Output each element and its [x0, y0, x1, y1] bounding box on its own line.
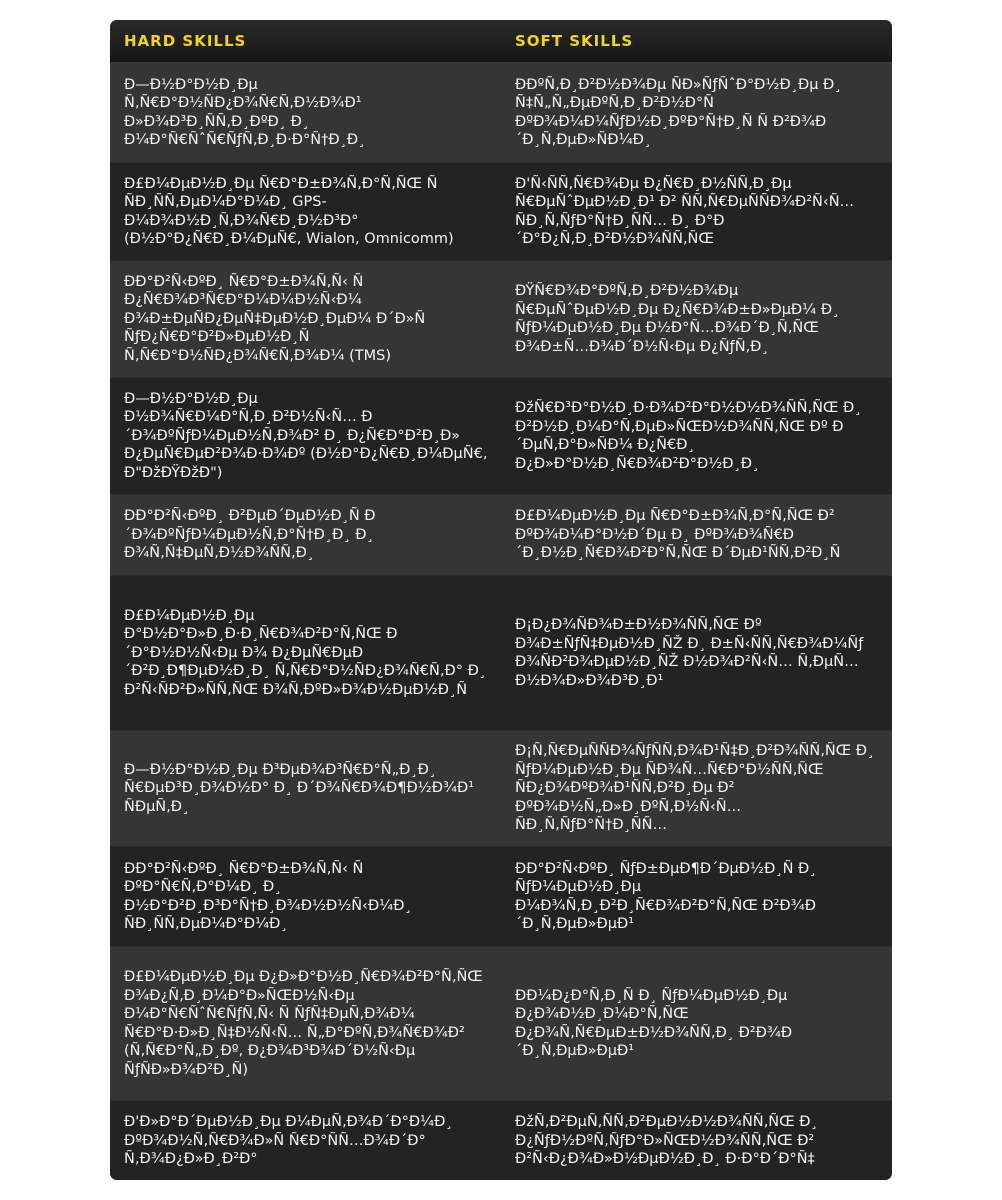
soft-skill-cell: ÐÐ°Ð²Ñ‹ÐºÐ¸ ÑƒÐ±ÐµÐ¶Ð´ÐµÐ½Ð¸Ñ Ð¸ ÑƒÐ¼ÐµÐ½Ð¸Ðµ Ð¼Ð¾Ñ‚Ð¸Ð²Ð¸Ñ€Ð¾Ð²Ð°Ñ‚ÑŒ Ð²Ð¾Ð´Ð¸Ñ‚ÐµÐ»ÐµÐ¹ [515, 860, 817, 932]
soft-skill-cell: ÐÐºÑ‚Ð¸Ð²Ð½Ð¾Ðµ ÑÐ»ÑƒÑˆÐ°Ð½Ð¸Ðµ Ð¸ Ñ‡Ñ„Ñ„ÐµÐºÑ‚Ð¸Ð²Ð½Ð°Ñ ÐºÐ¾Ð¼Ð¼ÑƒÐ½Ð¸ÐºÐ°Ñ†Ð¸Ñ Ñ Ð²Ð¾Ð´Ð¸Ñ‚ÐµÐ»ÑÐ¼Ð¸ [515, 76, 842, 148]
hard-skill-cell: Ð'Ð»Ð°Ð´ÐµÐ½Ð¸Ðµ Ð¼ÐµÑ‚Ð¾Ð´Ð°Ð¼Ð¸ ÐºÐ¾Ð½Ñ‚Ñ€Ð¾Ð»Ñ Ñ€Ð°ÑÑ…Ð¾Ð´Ð° Ñ‚Ð¾Ð¿Ð»Ð¸Ð²Ð° [124, 1114, 453, 1168]
table-row [110, 63, 892, 163]
skills-table [110, 20, 892, 1180]
soft-skills-header: SOFT SKILLS [515, 32, 634, 50]
soft-skill-cell: Ð¡Ð¿Ð¾ÑÐ¾Ð±Ð½Ð¾ÑÑ‚ÑŒ Ðº Ð¾Ð±ÑƒÑ‡ÐµÐ½Ð¸ÑŽ Ð¸ Ð±Ñ‹ÑÑ‚Ñ€Ð¾Ð¼Ñƒ Ð¾ÑÐ²Ð¾ÐµÐ½Ð¸ÑŽ Ð½Ð¾Ð²Ñ‹Ñ… Ñ‚ÐµÑ…Ð½Ð¾Ð»Ð¾Ð³Ð¸Ð¹ [515, 617, 864, 689]
soft-skill-cell: ÐžÑ€Ð³Ð°Ð½Ð¸Ð·Ð¾Ð²Ð°Ð½Ð½Ð¾ÑÑ‚ÑŒ Ð¸ Ð²Ð½Ð¸Ð¼Ð°Ñ‚ÐµÐ»ÑŒÐ½Ð¾ÑÑ‚ÑŒ Ðº Ð´ÐµÑ‚Ð°Ð»ÑÐ¼ Ð¿Ñ€Ð¸ Ð¿Ð»Ð°Ð½Ð¸Ñ€Ð¾Ð²Ð°Ð½Ð¸Ð¸ [515, 400, 862, 472]
table-row [110, 495, 892, 576]
hard-skill-cell: Ð£Ð¼ÐµÐ½Ð¸Ðµ Ñ€Ð°Ð±Ð¾Ñ‚Ð°Ñ‚ÑŒ Ñ ÑÐ¸ÑÑ‚ÐµÐ¼Ð°Ð¼Ð¸ GPS-Ð¼Ð¾Ð½Ð¸Ñ‚Ð¾Ñ€Ð¸Ð½Ð³Ð° (Ð½Ð°Ð¿Ñ€Ð¸Ð¼ÐµÑ€, Wialon, Omnicomm) [124, 175, 454, 247]
table-row [110, 163, 892, 261]
table-row [110, 378, 892, 495]
hard-skill-cell: Ð—Ð½Ð°Ð½Ð¸Ðµ Ð³ÐµÐ¾Ð³Ñ€Ð°Ñ„Ð¸Ð¸ Ñ€ÐµÐ³Ð¸Ð¾Ð½Ð° Ð¸ Ð´Ð¾Ñ€Ð¾Ð¶Ð½Ð¾Ð¹ ÑÐµÑ‚Ð¸ [124, 761, 475, 815]
hard-skill-cell: ÐÐ°Ð²Ñ‹ÐºÐ¸ Ð²ÐµÐ´ÐµÐ½Ð¸Ñ Ð´Ð¾ÐºÑƒÐ¼ÐµÐ½Ñ‚Ð°Ñ†Ð¸Ð¸ Ð¸ Ð¾Ñ‚Ñ‡ÐµÑ‚Ð½Ð¾ÑÑ‚Ð¸ [124, 508, 376, 562]
table-row [110, 576, 892, 731]
hard-skill-cell: Ð—Ð½Ð°Ð½Ð¸Ðµ Ñ‚Ñ€Ð°Ð½ÑÐ¿Ð¾Ñ€Ñ‚Ð½Ð¾Ð¹ Ð»Ð¾Ð³Ð¸ÑÑ‚Ð¸ÐºÐ¸ Ð¸ Ð¼Ð°Ñ€ÑˆÑ€ÑƒÑ‚Ð¸Ð·Ð°Ñ†Ð¸Ð¸ [124, 76, 366, 148]
soft-skill-cell: Ð¡Ñ‚Ñ€ÐµÑÑÐ¾ÑƒÑÑ‚Ð¾Ð¹Ñ‡Ð¸Ð²Ð¾ÑÑ‚ÑŒ Ð¸ ÑƒÐ¼ÐµÐ½Ð¸Ðµ ÑÐ¾Ñ…Ñ€Ð°Ð½ÑÑ‚ÑŒ ÑÐ¿Ð¾ÐºÐ¾Ð¹ÑÑ‚Ð²Ð¸Ðµ Ð² ÐºÐ¾Ð½Ñ„Ð»Ð¸ÐºÑ‚Ð½Ñ‹Ñ… ÑÐ¸Ñ‚ÑƒÐ°Ñ†Ð¸ÑÑ… [515, 743, 875, 834]
table-body [110, 63, 892, 1180]
hard-skill-cell: Ð—Ð½Ð°Ð½Ð¸Ðµ Ð½Ð¾Ñ€Ð¼Ð°Ñ‚Ð¸Ð²Ð½Ñ‹Ñ… Ð´Ð¾ÐºÑƒÐ¼ÐµÐ½Ñ‚Ð¾Ð² Ð¸ Ð¿Ñ€Ð°Ð²Ð¸Ð» Ð¿ÐµÑ€ÐµÐ²Ð¾Ð·Ð¾Ðº (Ð½Ð°Ð¿Ñ€Ð¸Ð¼ÐµÑ€, Ð"ÐžÐŸÐžÐ") [124, 390, 488, 481]
table-row [110, 1101, 892, 1180]
table-row [110, 947, 892, 1101]
soft-skill-cell: Ð'Ñ‹ÑÑ‚Ñ€Ð¾Ðµ Ð¿Ñ€Ð¸Ð½ÑÑ‚Ð¸Ðµ Ñ€ÐµÑˆÐµÐ½Ð¸Ð¹ Ð² ÑÑ‚Ñ€ÐµÑÑÐ¾Ð²Ñ‹Ñ… ÑÐ¸Ñ‚ÑƒÐ°Ñ†Ð¸ÑÑ… Ð¸ Ð°Ð´Ð°Ð¿Ñ‚Ð¸Ð²Ð½Ð¾ÑÑ‚ÑŒ [515, 175, 855, 247]
table-row [110, 261, 892, 378]
soft-skill-cell: ÐŸÑ€Ð¾Ð°ÐºÑ‚Ð¸Ð²Ð½Ð¾Ðµ Ñ€ÐµÑˆÐµÐ½Ð¸Ðµ Ð¿Ñ€Ð¾Ð±Ð»ÐµÐ¼ Ð¸ ÑƒÐ¼ÐµÐ½Ð¸Ðµ Ð½Ð°Ñ…Ð¾Ð´Ð¸Ñ‚ÑŒ Ð¾Ð±Ñ…Ð¾Ð´Ð½Ñ‹Ðµ Ð¿ÑƒÑ‚Ð¸ [515, 283, 840, 355]
soft-skill-cell: ÐžÑ‚Ð²ÐµÑ‚ÑÑ‚Ð²ÐµÐ½Ð½Ð¾ÑÑ‚ÑŒ Ð¸ Ð¿ÑƒÐ½ÐºÑ‚ÑƒÐ°Ð»ÑŒÐ½Ð¾ÑÑ‚ÑŒ Ð² Ð²Ñ‹Ð¿Ð¾Ð»Ð½ÐµÐ½Ð¸Ð¸ Ð·Ð°Ð´Ð°Ñ‡ [515, 1114, 818, 1168]
hard-skill-cell: Ð£Ð¼ÐµÐ½Ð¸Ðµ Ð¿Ð»Ð°Ð½Ð¸Ñ€Ð¾Ð²Ð°Ñ‚ÑŒ Ð¾Ð¿Ñ‚Ð¸Ð¼Ð°Ð»ÑŒÐ½Ñ‹Ðµ Ð¼Ð°Ñ€ÑˆÑ€ÑƒÑ‚Ñ‹ Ñ ÑƒÑ‡ÐµÑ‚Ð¾Ð¼ Ñ€Ð°Ð·Ð»Ð¸Ñ‡Ð½Ñ‹Ñ… Ñ„Ð°ÐºÑ‚Ð¾Ñ€Ð¾Ð² (Ñ‚Ñ€Ð°Ñ„Ð¸Ðº, Ð¿Ð¾Ð³Ð¾Ð´Ð½Ñ‹Ðµ ÑƒÑÐ»Ð¾Ð²Ð¸Ñ) [124, 969, 483, 1078]
table-header [110, 20, 892, 63]
table-row [110, 847, 892, 947]
soft-skill-cell: ÐÐ¼Ð¿Ð°Ñ‚Ð¸Ñ Ð¸ ÑƒÐ¼ÐµÐ½Ð¸Ðµ Ð¿Ð¾Ð½Ð¸Ð¼Ð°Ñ‚ÑŒ Ð¿Ð¾Ñ‚Ñ€ÐµÐ±Ð½Ð¾ÑÑ‚Ð¸ Ð²Ð¾Ð´Ð¸Ñ‚ÐµÐ»ÐµÐ¹ [515, 987, 793, 1059]
hard-skill-cell: Ð£Ð¼ÐµÐ½Ð¸Ðµ Ð°Ð½Ð°Ð»Ð¸Ð·Ð¸Ñ€Ð¾Ð²Ð°Ñ‚ÑŒ Ð´Ð°Ð½Ð½Ñ‹Ðµ Ð¾ Ð¿ÐµÑ€ÐµÐ´Ð²Ð¸Ð¶ÐµÐ½Ð¸Ð¸ Ñ‚Ñ€Ð°Ð½ÑÐ¿Ð¾Ñ€Ñ‚Ð° Ð¸ Ð²Ñ‹ÑÐ²Ð»ÑÑ‚ÑŒ Ð¾Ñ‚ÐºÐ»Ð¾Ð½ÐµÐ½Ð¸Ñ [124, 607, 487, 698]
hard-skills-header: HARD SKILLS [124, 32, 247, 50]
hard-skill-cell: ÐÐ°Ð²Ñ‹ÐºÐ¸ Ñ€Ð°Ð±Ð¾Ñ‚Ñ‹ Ñ Ð¿Ñ€Ð¾Ð³Ñ€Ð°Ð¼Ð¼Ð½Ñ‹Ð¼ Ð¾Ð±ÐµÑÐ¿ÐµÑ‡ÐµÐ½Ð¸ÐµÐ¼ Ð´Ð»Ñ ÑƒÐ¿Ñ€Ð°Ð²Ð»ÐµÐ½Ð¸Ñ Ñ‚Ñ€Ð°Ð½ÑÐ¿Ð¾Ñ€Ñ‚Ð¾Ð¼ (TMS) [124, 273, 426, 364]
table-row [110, 731, 892, 847]
hard-skill-cell: ÐÐ°Ð²Ñ‹ÐºÐ¸ Ñ€Ð°Ð±Ð¾Ñ‚Ñ‹ Ñ ÐºÐ°Ñ€Ñ‚Ð°Ð¼Ð¸ Ð¸ Ð½Ð°Ð²Ð¸Ð³Ð°Ñ†Ð¸Ð¾Ð½Ð½Ñ‹Ð¼Ð¸ ÑÐ¸ÑÑ‚ÐµÐ¼Ð°Ð¼Ð¸ [124, 860, 412, 932]
soft-skill-cell: Ð£Ð¼ÐµÐ½Ð¸Ðµ Ñ€Ð°Ð±Ð¾Ñ‚Ð°Ñ‚ÑŒ Ð² ÐºÐ¾Ð¼Ð°Ð½Ð´Ðµ Ð¸ ÐºÐ¾Ð¾Ñ€Ð´Ð¸Ð½Ð¸Ñ€Ð¾Ð²Ð°Ñ‚ÑŒ Ð´ÐµÐ¹ÑÑ‚Ð²Ð¸Ñ [515, 508, 841, 562]
